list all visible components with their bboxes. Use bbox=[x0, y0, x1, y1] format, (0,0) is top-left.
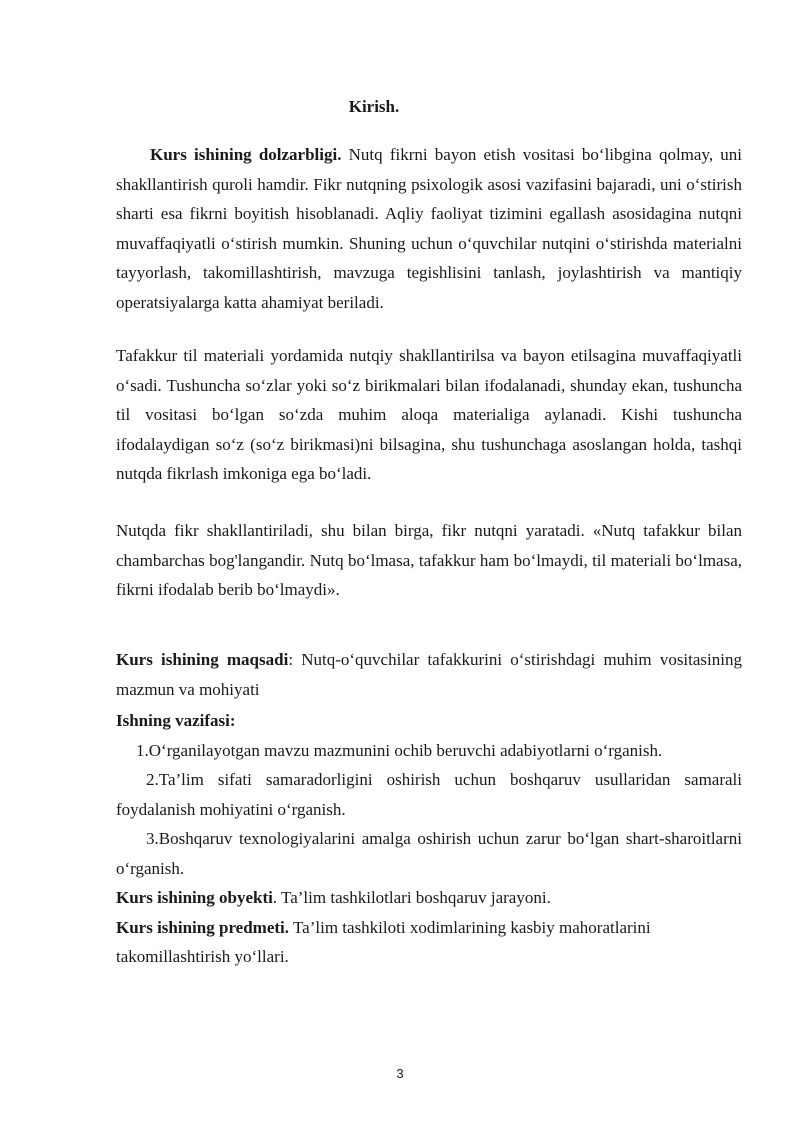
paragraph-3: Nutqda fikr shakllantiriladi, shu bilan birga, fikr nutqni yaratadi. «Nutq tafakkur bilan chambarchas bog'langandir. Nutq bo‘lmasa, tafakkur ham bo‘lmaydi, til materiali bo‘lmasa, fikrni ifodalab berib bo‘lmaydi». bbox=[116, 521, 742, 599]
subject-paragraph bbox=[116, 913, 742, 972]
object-paragraph bbox=[116, 883, 742, 913]
object-text: . Ta’lim tashkilotlari boshqaruv jarayoni. bbox=[272, 888, 551, 907]
subject-lead: Kurs ishining predmeti. bbox=[116, 917, 290, 937]
relevance-text: Nutq fikrni bayon etish vositasi bo‘libgina qolmay, uni shakllantirish quroli hamdir. Fikr nutqning psixologik asosi vazifasini bajaradi, uni o‘stirish sharti esa fikrni boyitish hisoblanadi. Aqliy faoliyat tizimini egallash asosidagina nutqni muvaffaqiyatli o‘stirish mumkin. Shuning uchun o‘quvchilar nutqini o‘stirishda materialni tayyorlash, takomillashtirish, mavzuga tegishlisini tanlash, joylashtirish va mantiqiy operatsiyalarga katta ahamiyat beriladi. bbox=[116, 145, 742, 312]
paragraph-3-block bbox=[116, 516, 742, 605]
section-title: Kirish. bbox=[348, 97, 400, 116]
goal-paragraph bbox=[116, 645, 742, 704]
task-item-1: 1.O‘rganilayotgan mavzu mazmunini ochib beruvchi adabiyotlarni o‘rganish. bbox=[136, 740, 663, 760]
page-number: 3 bbox=[396, 1066, 404, 1081]
goal-text: : Nutq-o‘quvchilar tafakkurini o‘stirishdagi muhim vositasining mazmun va mohiyati bbox=[116, 650, 742, 699]
relevance-lead: Kurs ishining dolzarbligi. bbox=[150, 145, 342, 164]
subject-text: Ta’lim tashkiloti xodimlarining kasbiy mahoratlarini takomillashtirish yo‘llari. bbox=[116, 917, 651, 966]
paragraph-2-block bbox=[116, 341, 742, 489]
goal-block bbox=[116, 645, 742, 704]
goal-lead: Kurs ishining maqsadi bbox=[116, 650, 289, 669]
task-item-2: 2.Ta’lim sifati samaradorligini oshirish uchun boshqaruv usullaridan samarali foydalanish mohiyatini o‘rganish. bbox=[116, 770, 742, 819]
tasks-heading: Ishning vazifasi: bbox=[116, 711, 236, 730]
object-lead: Kurs ishining obyekti bbox=[116, 888, 273, 907]
paragraph-2: Tafakkur til materiali yordamida nutqiy shakllantirilsa va bayon etilsagina muvaffaqiyatli o‘sadi. Tushuncha so‘zlar yoki so‘z birikmalari bilan ifodalanadi, shunday ekan, tushuncha til vositasi bo‘lgan so‘zda muhim aloqa materialiga aylanadi. Kishi tushuncha ifodalaydigan so‘z (so‘z birikmasi)ni bilsagina, shu tushunchaga asoslangan holda, tashqi nutqda fikrlash imkoniga ega bo‘ladi. bbox=[116, 346, 742, 483]
relevance-paragraph bbox=[116, 140, 742, 317]
intro-paragraphs bbox=[116, 140, 742, 317]
task-item-3: 3.Boshqaruv texnologiyalarini amalga oshirish uchun zarur bo‘lgan shart-sharoitlarni o‘rganish. bbox=[116, 829, 742, 878]
tasks-block bbox=[116, 706, 742, 972]
